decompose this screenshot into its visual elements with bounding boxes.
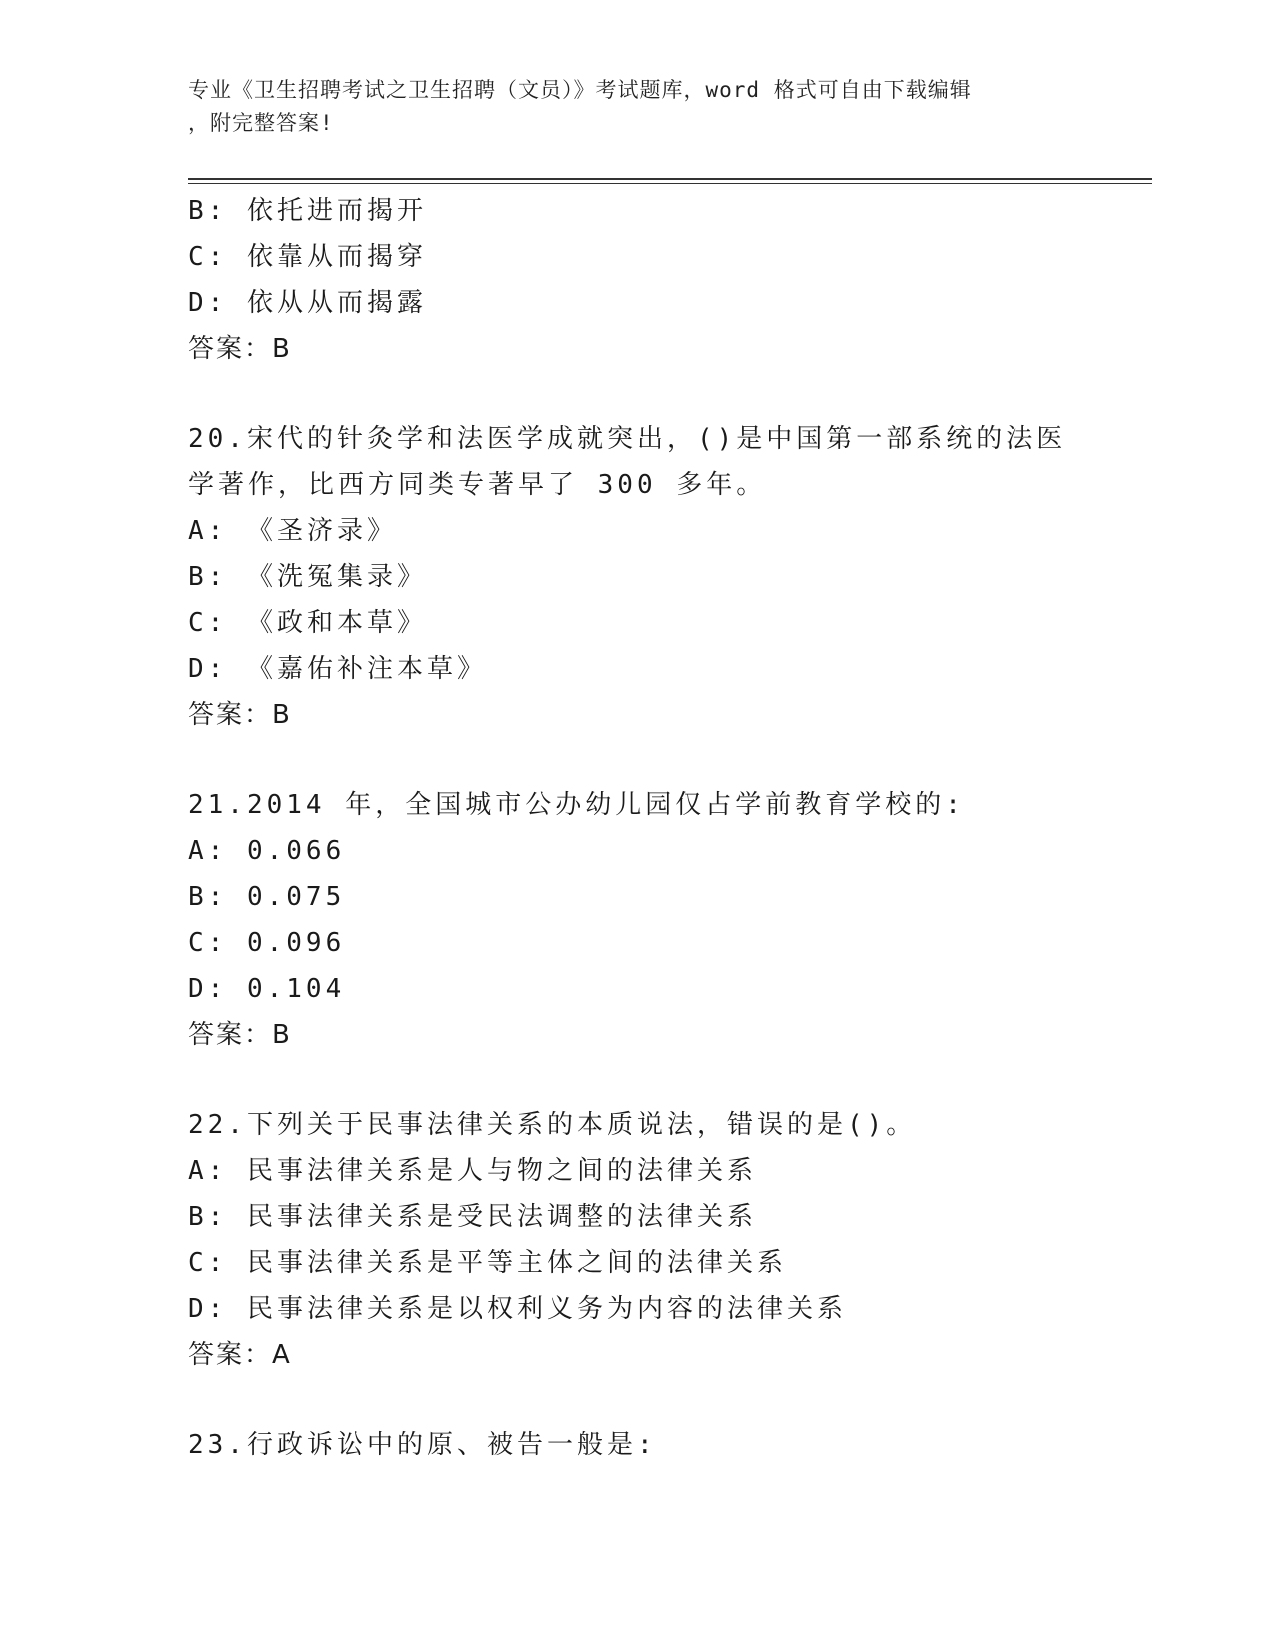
option-d: D: 民事法律关系是以权利义务为内容的法律关系: [188, 1294, 847, 1324]
option-d: D: 依从从而揭露: [188, 288, 427, 318]
answer-line: 答案：B: [188, 700, 292, 730]
option-a: A: 《圣济录》: [188, 516, 397, 546]
option-c: C: 《政和本草》: [188, 608, 427, 638]
option-b: B: 民事法律关系是受民法调整的法律关系: [188, 1202, 757, 1232]
option-b: B: 0.075: [188, 882, 346, 912]
question-list: [188, 188, 1088, 1468]
option-a: A: 0.066: [188, 836, 346, 866]
answer-line: 答案：B: [188, 334, 292, 364]
question-stem: 20.宋代的针灸学和法医学成就突出，()是中国第一部系统的法医学著作，比西方同类专著早了 300 多年。: [188, 424, 1067, 500]
option-d: D: 0.104: [188, 974, 346, 1004]
header-title-line1: 专业《卫生招聘考试之卫生招聘（文员）》考试题库，word 格式可自由下载编辑: [188, 78, 972, 102]
question-23: [188, 1422, 1088, 1468]
answer-line: 答案：B: [188, 1020, 292, 1050]
answer-line: 答案：A: [188, 1340, 292, 1370]
header-divider-thin: [188, 183, 1152, 184]
question-stem: 23.行政诉讼中的原、被告一般是:: [188, 1430, 657, 1460]
option-b: B: 《洗冤集录》: [188, 562, 427, 592]
option-b: B: 依托进而揭开: [188, 196, 427, 226]
document-header: [188, 74, 1068, 140]
option-d: D: 《嘉佑补注本草》: [188, 654, 487, 684]
option-c: C: 0.096: [188, 928, 346, 958]
question-21: [188, 782, 1088, 1058]
option-c: C: 民事法律关系是平等主体之间的法律关系: [188, 1248, 787, 1278]
question-22: [188, 1102, 1088, 1378]
option-c: C: 依靠从而揭穿: [188, 242, 427, 272]
header-divider-thick: [188, 178, 1152, 180]
option-a: A: 民事法律关系是人与物之间的法律关系: [188, 1156, 757, 1186]
prev-question-block: [188, 188, 1088, 372]
header-title-line2: ，附完整答案!: [188, 111, 334, 135]
question-stem: 21.2014 年，全国城市公办幼儿园仅占学前教育学校的:: [188, 790, 965, 820]
question-20: [188, 416, 1088, 738]
question-stem: 22.下列关于民事法律关系的本质说法，错误的是()。: [188, 1110, 917, 1140]
